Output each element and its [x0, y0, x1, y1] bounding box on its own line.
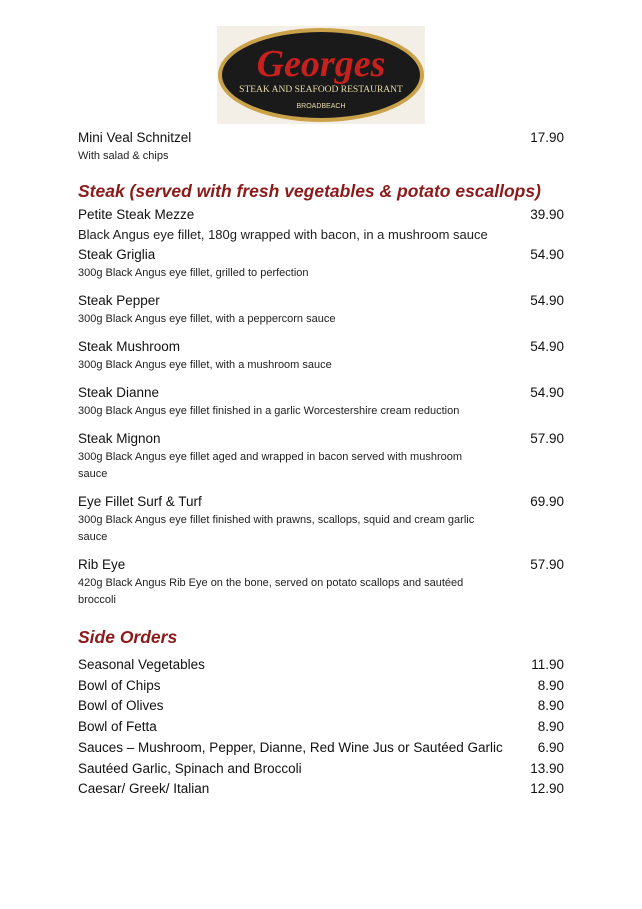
menu-item-description: 420g Black Angus Rib Eye on the bone, served on potato scallops and sautéed broccoli: [78, 577, 464, 606]
side-order-price: 6.90: [537, 739, 564, 755]
menu-item-header: [78, 205, 564, 225]
menu-item-price: 54.90: [530, 385, 564, 400]
side-order-price: 13.90: [530, 760, 564, 776]
menu-item: [78, 429, 564, 483]
menu-item: [78, 492, 564, 546]
menu-item-description: With salad & chips: [78, 150, 169, 162]
side-order-name: Bowl of Olives: [78, 698, 164, 714]
menu-item-price: 57.90: [530, 431, 564, 446]
menu-item-description: 300g Black Angus eye fillet, with a mushroom sauce: [78, 359, 332, 371]
menu-item-description: 300g Black Angus eye fillet, grilled to perfection: [78, 267, 309, 279]
menu-item-price: 17.90: [530, 130, 564, 145]
menu-item: [78, 291, 564, 328]
menu-item: [78, 555, 564, 609]
menu-item: [78, 245, 564, 282]
menu-item-header: [78, 291, 564, 311]
logo-name: Georges: [256, 43, 386, 85]
menu-item-name: Steak Mignon: [78, 431, 161, 446]
side-order-item: [78, 696, 564, 717]
menu-item-name: Steak Griglia: [78, 247, 156, 262]
side-order-item: [78, 738, 564, 759]
logo-tagline: STEAK AND SEAFOOD RESTAURANT: [239, 85, 403, 95]
menu-item-price: 54.90: [530, 293, 564, 308]
side-order-price: 8.90: [537, 698, 564, 714]
menu-item: [78, 337, 564, 374]
side-orders-heading: Side Orders: [78, 627, 178, 647]
logo-location: BROADBEACH: [296, 103, 346, 110]
side-order-name: Bowl of Fetta: [78, 719, 157, 735]
menu-item-price: 54.90: [530, 339, 564, 354]
side-order-name: Caesar/ Greek/ Italian: [78, 781, 210, 797]
menu-item: [78, 205, 564, 245]
menu-item-header: [78, 555, 564, 575]
side-order-name: Bowl of Chips: [78, 677, 161, 693]
menu-item-name: Steak Dianne: [78, 385, 160, 400]
menu-item-header: [78, 429, 564, 449]
menu-item-header: [78, 245, 564, 265]
menu-item-name: Eye Fillet Surf & Turf: [78, 494, 202, 509]
menu-item-description: Black Angus eye fillet, 180g wrapped with bacon, in a mushroom sauce: [78, 227, 488, 242]
side-order-item: [78, 655, 564, 676]
side-order-price: 8.90: [537, 719, 564, 735]
side-order-name: Seasonal Vegetables: [78, 657, 205, 672]
menu-item-header: [78, 492, 564, 512]
menu-page: [78, 128, 564, 800]
menu-item-name: Steak Mushroom: [78, 339, 181, 354]
menu-item-price: 39.90: [530, 207, 564, 222]
menu-item-description: 300g Black Angus eye fillet finished in a garlic Worcestershire cream reduction: [78, 405, 460, 417]
menu-item-description: 300g Black Angus eye fillet aged and wrapped in bacon served with mushroom sauce: [78, 451, 463, 480]
menu-item-header: [78, 128, 564, 148]
side-order-price: 11.90: [531, 657, 564, 672]
side-order-item: [78, 676, 564, 697]
menu-item-price: 54.90: [530, 247, 564, 262]
menu-item-name: Rib Eye: [78, 557, 126, 572]
menu-item-header: [78, 383, 564, 403]
side-order-item: [78, 717, 564, 738]
side-order-item: [78, 759, 564, 780]
georges-logo: [217, 26, 425, 124]
side-order-price: 8.90: [537, 677, 564, 693]
menu-item-name: Mini Veal Schnitzel: [78, 130, 192, 145]
side-order-name: Sauces – Mushroom, Pepper, Dianne, Red Wine Jus or Sautéed Garlic: [78, 739, 503, 755]
intro-menu-item: [78, 128, 564, 165]
steak-section-heading: Steak (served with fresh vegetables & potato escallops): [78, 181, 541, 201]
menu-item-description: 300g Black Angus eye fillet finished with prawns, scallops, squid and cream garlic sauce: [78, 514, 475, 543]
menu-item-header: [78, 337, 564, 357]
menu-item-name: Petite Steak Mezze: [78, 207, 195, 222]
side-order-name: Sautéed Garlic, Spinach and Broccoli: [78, 760, 302, 776]
side-order-price: 12.90: [530, 781, 564, 797]
menu-item-description: 300g Black Angus eye fillet, with a peppercorn sauce: [78, 313, 336, 325]
side-order-item: [78, 779, 564, 800]
menu-item-price: 69.90: [530, 494, 564, 509]
menu-item-name: Steak Pepper: [78, 293, 160, 308]
menu-item: [78, 383, 564, 420]
menu-item-price: 57.90: [530, 557, 564, 572]
